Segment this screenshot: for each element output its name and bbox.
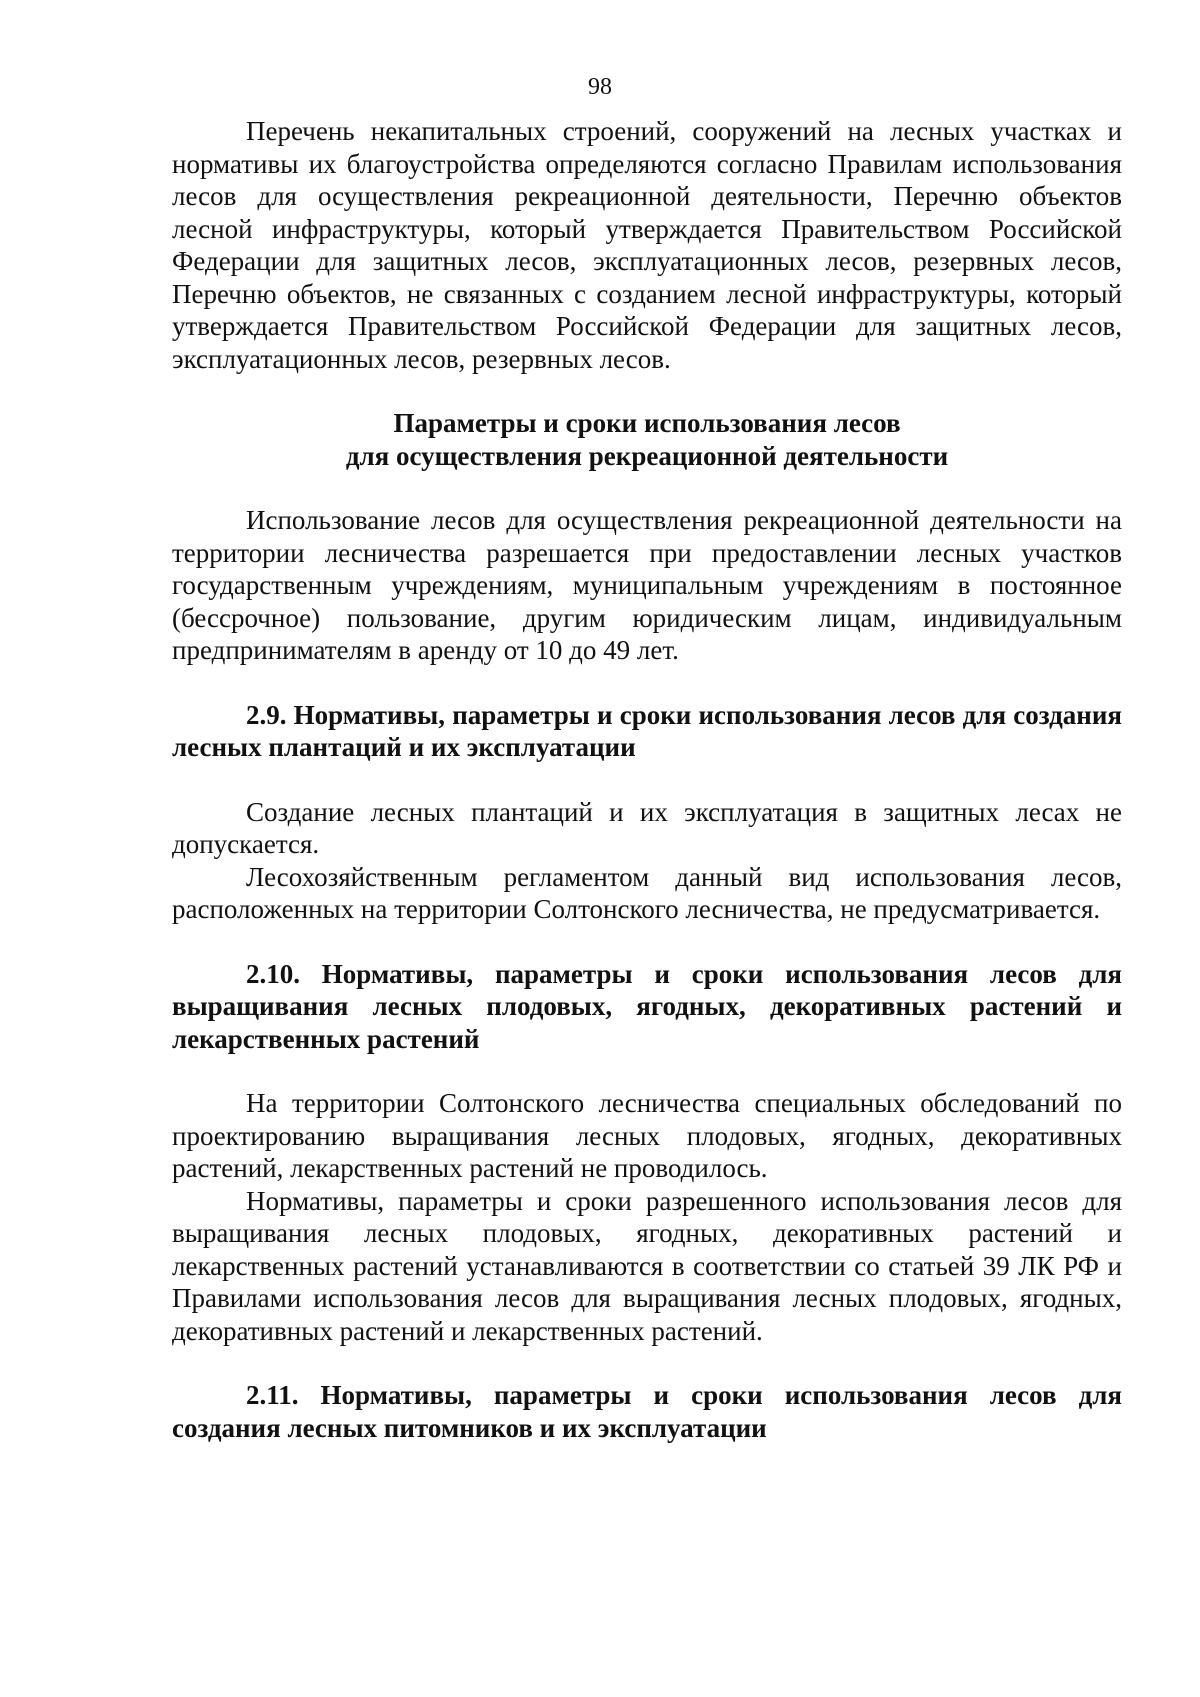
spacer [172, 375, 1122, 407]
section-2-10-heading: 2.10. Нормативы, параметры и сроки использования лесов для выращивания лесных плодовых, ягодных, декоративных растений и лекарственных растений [172, 958, 1122, 1054]
recreation-heading-line1: Параметры и сроки использования лесов [393, 408, 901, 438]
section-2-9-heading: 2.9. Нормативы, параметры и сроки использования лесов для создания лесных плантаций и их эксплуатации [172, 699, 1122, 762]
recreation-heading [172, 407, 1122, 472]
spacer [172, 1347, 1122, 1379]
spacer [172, 926, 1122, 958]
section-2-9-paragraph1: Создание лесных плантаций и их эксплуатация в защитных лесах не допускается. [172, 796, 1122, 859]
section-2-9-paragraph2: Лесохозяйственным регламентом данный вид использования лесов, расположенных на территории Солтонского лесничества, не предусматривается. [172, 861, 1122, 924]
recreation-paragraph: Использование лесов для осуществления рекреационной деятельности на территории лесничества разрешается при предоставлении лесных участков государственным учреждениям, муниципальным учреждениям в постоянное (бессрочное) пользование, другим юридическим лицам, индивидуальным предпринимателям в аренду от 10 до 49 лет. [172, 505, 1122, 665]
recreation-heading-line2: для осуществления рекреационной деятельности [345, 440, 949, 471]
page-number: 98 [588, 74, 612, 100]
spacer [172, 764, 1122, 796]
spacer [172, 472, 1122, 504]
page-content [172, 115, 1122, 1444]
section-2-10-paragraph2: Нормативы, параметры и сроки разрешенного использования лесов для выращивания лесных плодовых, ягодных, декоративных растений и лекарственных растений устанавливаются в соответствии со статьей 39 ЛК РФ и Правилами использования лесов для выращивания лесных плодовых, ягодных, декоративных растений и лекарственных растений. [172, 1185, 1122, 1346]
intro-paragraph: Перечень некапитальных строений, сооружений на лесных участках и нормативы их благоустройства определяются согласно Правилам использования лесов для осуществления рекреационной деятельности, Перечню объектов лесной инфраструктуры, который утверждается Правительством Российской Федерации для защитных лесов, эксплуатационных лесов, резервных лесов, Перечню объектов, не связанных с созданием лесной инфраструктуры, который утверждается Правительством Российской Федерации для защитных лесов, эксплуатационных лесов, резервных лесов. [172, 116, 1122, 374]
section-2-10-paragraph1: На территории Солтонского лесничества специальных обследований по проектированию выращивания лесных плодовых, ягодных, декоративных растений, лекарственных растений не проводилось. [172, 1088, 1122, 1183]
spacer [172, 1055, 1122, 1087]
section-2-11-heading: 2.11. Нормативы, параметры и сроки использования лесов для создания лесных питомников и их эксплуатации [172, 1380, 1122, 1443]
spacer [172, 667, 1122, 699]
